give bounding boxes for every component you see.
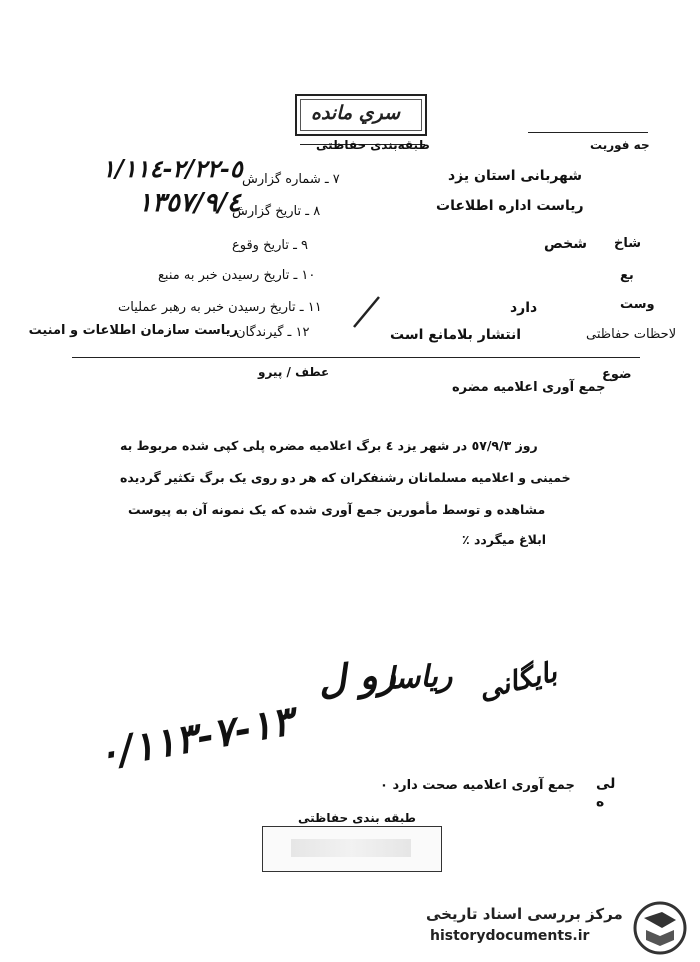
footer-classification: طبقه بندی حفاظتی [298,811,416,825]
footer-stamp-box [262,826,442,872]
handwritten-date: ١٣-٧-٠/١١٣ [93,697,297,778]
body-line-1: روز ٥٧/٩/٣ در شهر یزد ٤ برگ اعلامیه مضره پلی کپی شده مربوط به [120,438,538,453]
field-operation-date-label: ١١ ـ تاریخ رسیدن خبر به رهبر عملیات [118,300,322,315]
signature-2: ریاسا [385,658,454,697]
slash-mark [348,294,382,330]
right-province-police: شهربانی استان یزد [448,168,583,184]
field-occurrence-date-label: ٩ ـ تاریخ وقوع [232,238,309,253]
field-recipients-label: ١٢ ـ گیرندگان [236,325,310,340]
field-recipients-value: ریاست سازمان اطلاعات و امنیت [28,323,238,338]
field-report-date-label: ٨ ـ تاریخ گزارش [232,204,321,219]
classification-top: طبقه‌بندی حفاظتی [316,138,430,152]
right-attach-value: دارد [510,300,538,316]
footer-stamp-blur [291,839,411,857]
field-report-date-value: ١٣٥٧/٩/٤ [138,188,241,218]
note-label-2: ه [596,794,605,810]
watermark-fa: مرکز بررسی اسناد تاریخی [426,905,623,923]
signature-3: بایگانی [475,654,561,707]
subject-label: ضوع [602,367,632,382]
note-text: جمع آوری اعلامیه صحت دارد ٠ [380,778,575,793]
body-line-3: مشاهده و توسط مأمورین جمع آوری شده که یک نمونه آن به پیوست [128,502,546,517]
right-source-label: بع [620,268,634,283]
note-label: لی [596,776,616,792]
right-security-value: انتشار بلامانع است [390,327,522,343]
right-attach-label: وست [620,297,655,312]
secret-stamp [295,94,427,136]
section-rule [72,357,640,358]
signature-1: رو ل [315,650,398,703]
right-person-value: شخص [544,236,587,252]
right-security-label: لاحظات حفاظتی [586,327,677,342]
body-line-2: خمینی و اعلامیه مسلمانان رشنفکران که هر دو روی یک برگ تکثیر گردیده [120,470,571,485]
field-report-number-label: ٧ ـ شماره گزارش [242,172,340,187]
subject-value: جمع آوری اعلامیه مضره [452,380,606,395]
watermark-url: historydocuments.ir [430,928,590,944]
stamp-text: سري مانده [311,102,401,124]
archive-logo-icon [632,900,688,956]
field-source-date-label: ١٠ ـ تاریخ رسیدن خبر به منبع [158,268,316,283]
field-report-number-value: ٥-٢/٢٢-١/١١٤ [102,154,243,183]
right-info-dept: ریاست اداره اطلاعات [436,198,584,214]
body-line-4: ابلاغ میگردد ٪ [462,532,547,547]
urgency-rule [528,132,648,133]
urgency-label: جه فوریت [590,138,650,152]
reference-label: عطف / پیرو [258,365,330,379]
right-person-label: شاخ [614,236,642,251]
